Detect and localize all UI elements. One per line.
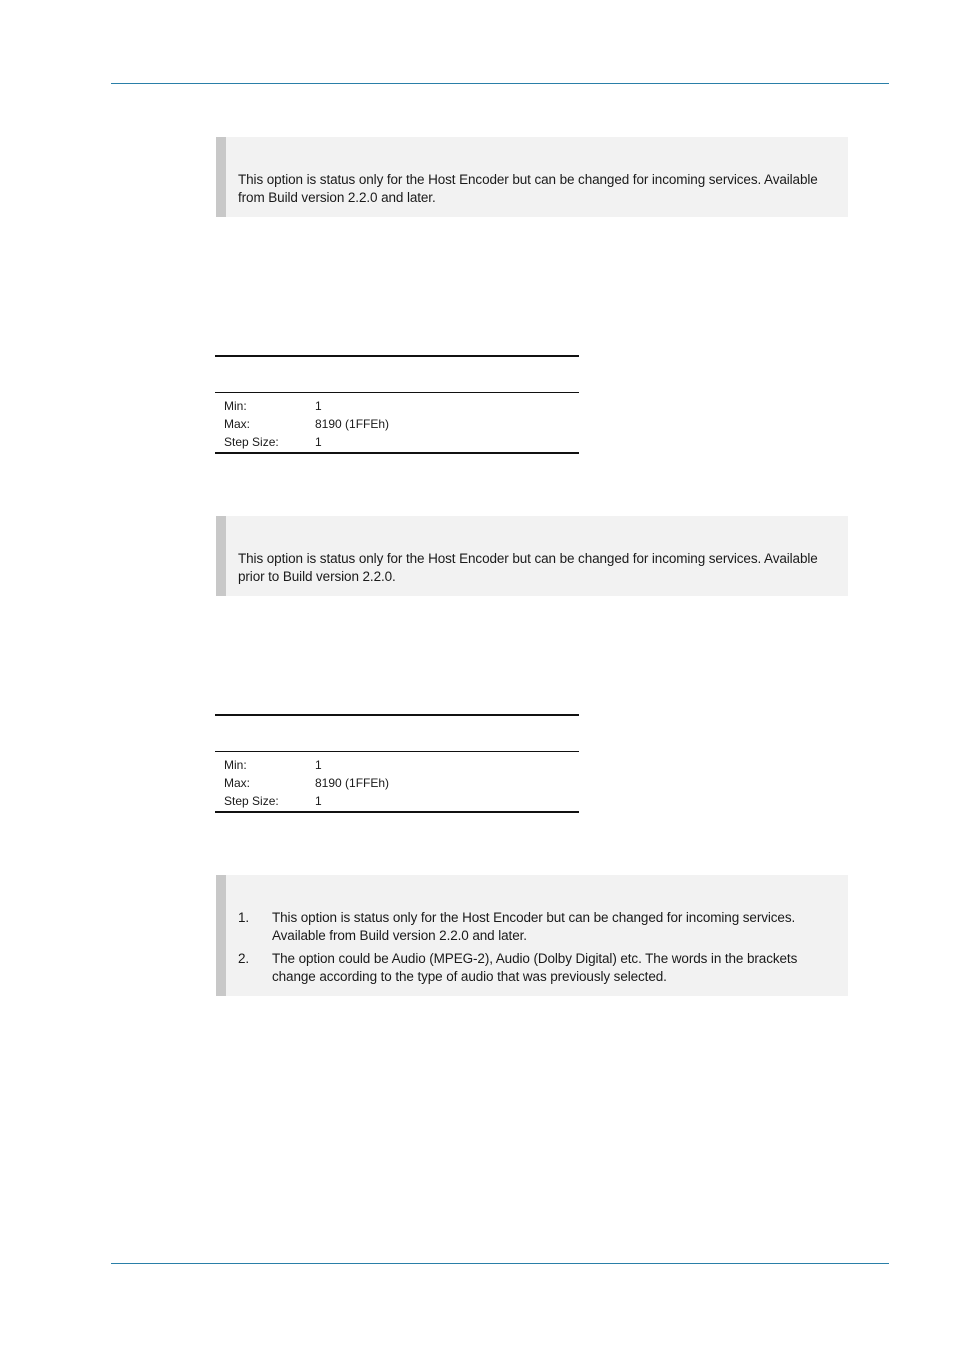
footer-rule [111, 1263, 889, 1264]
table-row [215, 774, 579, 792]
range-label: Max: [224, 776, 251, 790]
range-value: 1 [315, 433, 579, 453]
table-row [215, 756, 579, 774]
range-label: Min: [224, 399, 247, 413]
table-row [215, 433, 579, 453]
range-value: 8190 (1FFEh) [315, 417, 390, 431]
note-list [238, 909, 828, 991]
table-header-row [215, 715, 579, 752]
range-label: Step Size: [215, 433, 315, 453]
table-row [215, 397, 579, 415]
table-row [215, 415, 579, 433]
range-value: 8190 (1FFEh) [315, 776, 390, 790]
range-label: Max: [224, 417, 251, 431]
range-value: 1 [315, 758, 322, 772]
note-text-1 [238, 171, 828, 207]
table-header-row [215, 356, 579, 393]
range-label: Step Size: [215, 792, 315, 812]
note-line: prior to Build version 2.2.0. [238, 569, 396, 584]
note-line: This option is status only for the Host Encoder but can be changed for incoming services. Available [238, 172, 818, 187]
note-line: change according to the type of audio that was previously selected. [272, 969, 667, 984]
list-item [238, 909, 828, 945]
range-value: 1 [315, 792, 579, 812]
list-text [272, 909, 828, 945]
note-text-2 [238, 550, 828, 586]
range-table-2 [215, 714, 579, 813]
note-line: This option is status only for the Host Encoder but can be changed for incoming services. Available [238, 551, 818, 566]
note-box-3 [216, 875, 848, 996]
note-box-1 [216, 137, 848, 217]
list-text [272, 950, 828, 986]
table-row [215, 792, 579, 812]
range-label: Min: [224, 758, 247, 772]
range-value: 1 [315, 399, 322, 413]
note-line: This option is status only for the Host Encoder but can be changed for incoming services. [272, 910, 796, 925]
note-line: Available from Build version 2.2.0 and later. [272, 928, 527, 943]
note-box-2 [216, 516, 848, 596]
list-number: 1. [238, 910, 250, 925]
note-line: from Build version 2.2.0 and later. [238, 190, 436, 205]
range-table-1 [215, 355, 579, 454]
list-item [238, 950, 828, 986]
note-line: The option could be Audio (MPEG-2), Audio (Dolby Digital) etc. The words in the brackets [272, 951, 798, 966]
header-rule [111, 83, 889, 84]
list-number: 2. [238, 951, 250, 966]
